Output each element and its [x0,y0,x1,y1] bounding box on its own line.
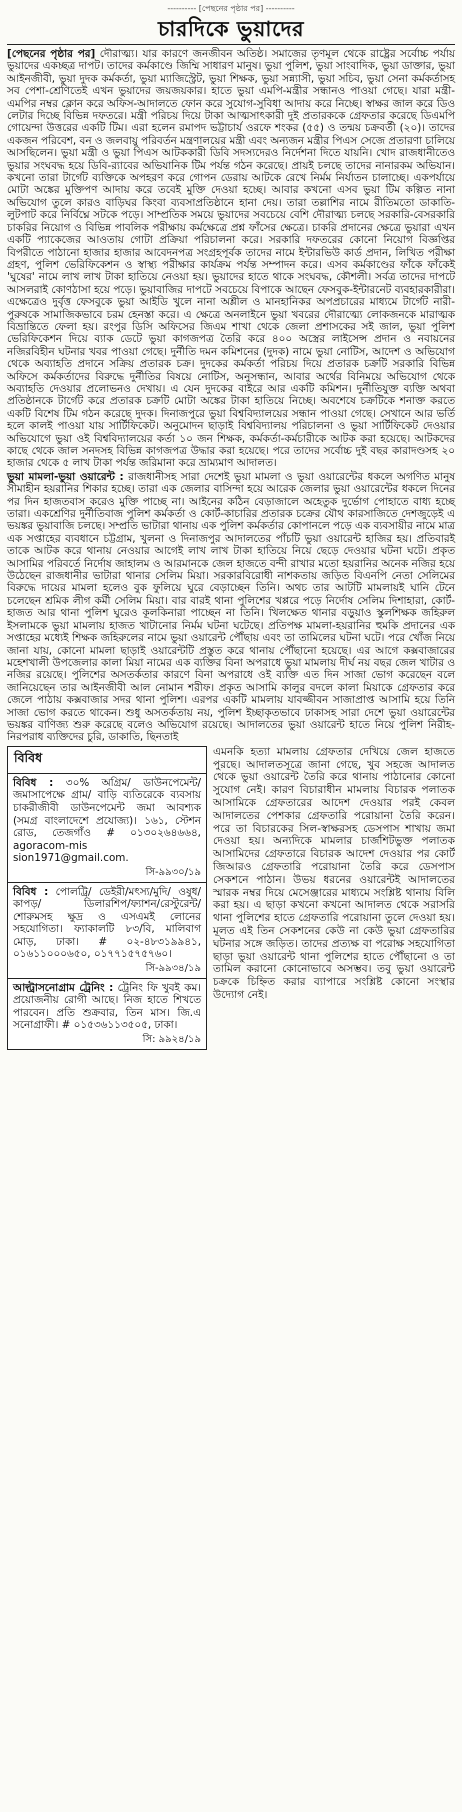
page-top-caption: ---------- [পেছনের পৃষ্ঠার পর] ---------- [167,4,295,13]
article-headline: চারদিকে ভুয়াদের [7,14,455,45]
ad-text: ট্রেনিং ফি খুবই কম। প্রয়োজনীয় রোগী আছে। নিজ হাতে শিখতে পারবেন। প্রতি শুক্রবার, তিন মাস। জি.এ সনোগ্রাফী। # ০১৫৩৬১১৩৫০৫, ঢাকা। [13,981,201,1032]
subheading-fake-warrant: ভুয়া মামলা-ভুয়া ওয়ারেন্ট : [7,470,124,483]
ad-title: বিবিধ : [13,776,54,789]
classified-ad [7,979,207,1050]
ad-reference: সি-৯৯৩০/১৯ [145,866,201,878]
article-paragraph [7,48,455,470]
classifieds-box [7,746,207,1050]
article-continuation: এমনকি হত্যা মামলায় গ্রেফতার দেখিয়ে জেল হাজতে পুরছে। আদালতসূত্রে জানা গেছে, খুব সহজে আদালত থেকে ভুয়া ওয়ারেন্ট তৈরি করে থানায় পাঠানোর কোনো সুযোগ নেই। কারণ বিচারাধীন মামলায় বিচারক পলাতক আসামিকে গ্রেফতারের আদেশ দেওয়ার পরই কেবল আদালতের পেশকার গ্রেফতারি পরোয়ানা তৈরি করেন। পরে তা বিচারকের সিল-স্বাক্ষরসহ ডেসপাস শাখায় জমা দেওয়া হয়। অন্যদিকে মামলার চার্জশিটভুক্ত পলাতক আসামিদের গ্রেফতারে বিচারক আদেশ দেওয়ার পর কোর্ট জিআরও গ্রেফতারি পরোয়ানা তৈরি করে ডেসপাস সেকশনে পাঠান। উভয় ধরনের ওয়ারেন্টই আদালতের স্মারক নম্বর দিয়ে মেসেঞ্জারের মাধ্যমে সংশ্লিষ্ট থানায় বিলি করা হয়। এ ছাড়া কখনো কখনো আদালত থেকে সরাসরি থানা পুলিশের হাতে গ্রেফতারি পরোয়ানা তুলে দেওয়া হয়। মূলত এই তিন সেকশনের কেউ না কেউ ভুয়া গ্রেফতারির ঘটনার সঙ্গে জড়িত। তাদের প্রত্যক্ষ বা পরোক্ষ সহযোগিতা ছাড়া ভুয়া ওয়ারেন্ট থানা পুলিশের হাতে পৌঁছানো ও তা তামিল করানো কোনোভাবে অসম্ভব। তবু ভুয়া ওয়ারেন্ট চক্রকে চিহ্নিত করার ব্যাপারে সংশ্লিষ্ট কোনো সংস্থার উদ্যোগ নেই। [213,745,455,1001]
ad-text: ৩০% অগ্রিম/ ডাউনপেমেন্ট/জমাসাপেক্ষে গ্রাম/ বাড়ি ব্যতিরেকে ব্যবসায় চাকরীজীবী ডাউনপেমেন্ট জমা আবশ্যক (সমগ্র বাংলাদেশে প্রযোজ্য)। ১৬১, স্টেশন রোড, তেজগাঁও # ০১৩০২৬৪৬৬৪, agoracom-mis sion1971@gmail.com. [13,776,202,865]
classified-ad [7,883,207,979]
ad-title: বিবিধ : [13,885,49,898]
article-paragraph [7,471,455,744]
paragraph-lead: [পেছনের পৃষ্ঠার পর] [7,48,96,60]
classified-ad [7,773,207,883]
ad-reference: সি-৯৯৩৪/১৯ [145,963,201,975]
classifieds-heading: বিবিধ [7,746,207,773]
ad-text: পোলট্রি/ ডেইরী/মৎস্য/মুদি/ ওষুধ/ কাপড়/ ডিলারশিপ/ফ্যাশন/রেস্টুরেন্ট/ শোরুমসহ ক্ষুদ্র ও এসএমই লোনের সহযোগিতা। ফ্যাকালটি ৮৩/বি, মালিবাগ মোড়, ঢাকা। # ০২-৪৮৩১৯৯৪১, ০১৬১১০০০৬৫০, ০১৭৭১৫৭৫৭৬০। [13,885,201,961]
lower-section [7,746,455,1050]
ad-reference: সি: ৯৯২৪/১৯ [142,1034,201,1046]
article-body [7,48,455,744]
paragraph-text: দৌরাত্ম্য। যার কারণে জনজীবন অতিষ্ঠ। সমাজের তৃণমূল থেকে রাষ্ট্রের সর্বোচ্চ পর্যায় ভুয়াদের একচ্ছত্র দাপট। তাদের কর্মকাণ্ডে জিম্মি সাধারণ মানুষ। ভুয়া পুলিশ, ভুয়া সাংবাদিক, ভুয়া ডাক্তার, ভুয়া আইনজীবী, ভুয়া দুদক কর্মকর্তা, ভুয়া ম্যাজিস্ট্রেট, ভুয়া শিক্ষক, ভুয়া সন্ন্যাসী, ভুয়া সচিব, ভুয়া সেনা কর্মকর্তাসহ সব পেশা-শ্রেণিতেই এখন ভুয়াদের জয়জয়কার। হাতে ভুয়া এমপি-মন্ত্রীর সন্ধানও পাওয়া গেছে। যারা মন্ত্রী-এমপির নম্বর ক্লোন করে অফিস-আদালতে ফোন করে সুযোগ-সুবিধা আদায় করে নিচ্ছে। স্বাক্ষর জাল করে ডিও লেটার দিচ্ছে বিভিন্ন দফতরে। মন্ত্রী পরিচয় দিয়ে টাকা আত্মসাৎকারী দুই প্রতারককে গ্রেফতার করেছে ডিএমপি গোয়েন্দা উত্তরের একটি টিম। এরা হলেন রমাপদ ভট্টাচার্য ওরফে শংকর (৫৫) ও তন্ময় চক্রবর্তী (২০)। তাদের একজন পরিবেশ, বন ও জলবায়ু পরিবর্তন মন্ত্রণালয়ের মন্ত্রী এবং অন্যজন মন্ত্রীর পিএস সেজে প্রতারণা চালিয়ে আসছিলেন। ভুয়া মন্ত্রী ও ভুয়া পিএস আটককারী ডিবি সদস্যদেরও নির্দেশনা দিতে যায়নি। খোদ রাজধানীতেও ভুয়ার সংঘবদ্ধ হয়ে ডিবি-র‍্যাবের অভিযানিক টিম পর্যন্ত গঠন করেছে। প্রায়ই চলছে তাদের নানারকম অভিযান। কখনো তারা টার্গেট ব্যক্তিকে অপহরণ করে গোপন ডেরায় আটকে রেখে নির্মম নির্যাতন চালাচ্ছে। একপর্যায়ে মোটা অঙ্কের মুক্তিপণ আদায় করে তবেই মুক্তি দেওয়া হচ্ছে। আবার কখনো এসব ভুয়া টিম কল্পিত নানা অভিযোগ তুলে কারও বাড়িঘর কিংবা ব্যবসাপ্রতিষ্ঠানে হানা দেয়। তারা তল্লাশির নামে রীতিমতো ডাকাতি-লুটপাট করে নির্বিঘ্নে সটকে পড়ে। সাম্প্রতিক সময়ে ভুয়াদের সবচেয়ে বেশি দৌরাত্ম্য চলছে সরকারি-বেসরকারি চাকরির নিয়োগ ও বিভিন্ন পাবলিক পরীক্ষায় কর্মক্ষেত্রে প্রশ্ন ফাঁসের ক্ষেত্রে। চাকরি প্রদানের ক্ষেত্রে ভুয়ারা এখন একটি প্যাকেজের আওতায় গোটা প্রক্রিয়া পরিচালনা করে। সরকারি দফতরের কোনো নিয়োগ বিজ্ঞপ্তির বিপরীতে পাঠানো হাজার হাজার আবেদনপত্র সংগ্রহপূর্বক তাদের নামে ইন্টারভিউ কার্ড প্রদান, লিখিত পরীক্ষা গ্রহণ, পুলিশ ভেরিফিকেশন ও স্বাস্থ্য পরীক্ষার কার্যক্রম পর্যন্ত সম্পাদন করে। এসব কর্মকাণ্ডের ফাঁকে ফাঁকেই 'ঘুষের' নামে লাখ লাখ টাকা হাতিয়ে নেওয়া হয়। ভুয়াদের হাতে থাকে সংঘবদ্ধ, কৌশলী। সর্বত্র তাদের দাপটে আসলরাই কোণঠাসা হয়ে পড়ে। ভুয়াবাজির দাপটে সবচেয়ে বিপাকে আছেন ফেসবুক-ইন্টারনেট ব্যবহারকারীরা। এক্ষেত্রেও দুর্বৃত্ত ফেসবুকে ভুয়া আইডি খুলে নানা অশ্লীল ও মানহানিকর অপপ্রচারের মাধ্যমে টার্গেট নারী-পুরুষকে সামাজিকভাবে চরম হেনস্তা করে। এ ক্ষেত্রে অনলাইনে ভুয়া খবরের দৌরাত্ম্যে লোকজনকে মারাত্মক বিভ্রান্তিতে ফেলা হয়। রংপুর ডিসি অফিসের জিএম শাখা থেকে জেলা প্রশাসকের সই জাল, ভুয়া পুলিশ ভেরিফিকেশন দিয়ে ব্যাক ডেটে ভুয়া কাগজপত্র তৈরি করে ৪০০ অস্ত্রের লাইসেন্স প্রদান ও নবায়নের নজিরবিহীন ঘটনার খবর পাওয়া গেছে। দুর্নীতি দমন কমিশনের (দুদক) নামে ভুয়া নোটিস, আদেশ ও অভিযোগ থেকে অব্যাহতি প্রদানে সক্রিয় প্রতারক চক্র। দুদকের কর্মকর্তা পরিচয় দিয়ে প্রতারক চক্রটি সরকারি বিভিন্ন অফিসে কর্মকর্তাদের বিরুদ্ধে দুর্নীতির বিষয়ে নোটিস, অনুসন্ধান, আবার অর্থের বিনিময়ে অভিযোগ থেকে অব্যাহতি দেওয়ার প্রলোভনও দেখায়। এ যেন দুদকের বাইরে আর একটি কমিশন। দুর্নীতিযুক্ত ব্যক্তি অথবা প্রতিষ্ঠানকে টার্গেট করে প্রতারক চক্রটি মোটা অঙ্কের টাকা হাতিয়ে নিচ্ছে। অবশেষে চক্রটিকে শনাক্ত করতে একটি বিশেষ টিম গঠন করেছে দুদক। দিনাজপুরে ভুয়া বিশ্ববিদ্যালয়ের সন্ধান পাওয়া গেছে। সেখানে আর ভর্তি হলে কালই পাওয়া যায় সার্টিফিকেট। অনুমোদন ছাড়াই বিশ্ববিদ্যালয় পরিচালনা ও ভুয়া সার্টিফিকেট দেওয়ার অভিযোগে ভুয়া ওই বিশ্ববিদ্যালয়ের কর্তা ১০ জন শিক্ষক, কর্মকর্তা-কর্মচারীকে আটক করা হয়েছে। আটকদের কাছে থেকে জাল সনদসহ বিভিন্ন কাগজপত্র উদ্ধার করা হয়েছে। পরে তাদের সর্বোচ্চ দুই বছর কারাদণ্ডসহ ২০ হাজার থেকে ৫ লাখ টাকা পর্যন্ত জরিমানা করে ভ্রাম্যমাণ আদালত। [7,48,455,470]
ad-title: আল্ট্রাসনোগ্রাম ট্রেনিং : [13,981,114,994]
paragraph-text: রাজধানীসহ সারা দেশেই ভুয়া মামলা ও ভুয়া ওয়ারেন্টের ধকলে অগণিত মানুষ সীমাহীন হয়রানির শিকার হচ্ছে। তারা এক জেলার বাসিন্দা হয়ে আরেক জেলার ভুয়া ওয়ারেন্টের ধকলে দিনের পর দিন হাজতবাস করেও মুক্তি পাচ্ছে না। আইনের কঠিন বেড়াজালে অহেতুক দুর্ভোগ পোহাতে বাধ্য হচ্ছে তারা। একশ্রেণির দুর্নীতিবাজ পুলিশ কর্মকর্তা ও কোর্ট-কাচারির প্রতারক চক্রের যৌথ কারসাজিতে দেশজুড়েই এ ভয়ঙ্কর ভুয়াবাজি চলছে। সম্প্রতি ভাটারা থানায় এক পুলিশ কর্মকর্তার কোপানলে পড়ে এক ব্যবসায়ীর নামে মাত্র এক সপ্তাহের ব্যবধানে চট্টগ্রাম, খুলনা ও দিনাজপুর আদালতের পাঁচটি ভুয়া ওয়ারেন্ট হাজির হয়। প্রতিবারই তাকে আটক করে থানায় নেওয়ার আগেই লাখ লাখ টাকা হাতিয়ে নিয়ে ছেড়ে দেওয়ার ঘটনা ঘটে। প্রকৃত আসামির পরিবর্তে নির্দোষ জাহালম ও আরমানকে জেল হাজতে বন্দী রাখার মতো হয়রানির অনেক নজির হয়ে উঠেছেন রাজধানীর ভাটারা থানার সেলিম মিয়া। সরকারবিরোধী নাশকতায় জড়িত বিএনপি নেতা সেলিমের বিরুদ্ধে দায়ের মামলা হলেও বুক ফুলিয়ে ঘুরে বেড়াচ্ছেন তিনি। অথচ তার আটটি মামলায়ই ঘানি টেনে চলেছেন শ্রমিক লীগ কর্মী সেলিম মিয়া। বার বারই থানা পুলিশের খপ্পরে পড়ে নির্দোষ সেলিম দিশাহারা, কোর্ট-হাজত আর থানা পুলিশ ঘুরেও কূলকিনারা পাচ্ছেন না তিনি। খিলক্ষেত থানার বড়ুয়াও স্কুলশিক্ষক জহিরুল ইসলামকে ভুয়া মামলায় হাজত খাটানোর নির্মম ঘটনা ঘটেছে। প্রতিপক্ষ মামলা-হয়রানির হুমকি প্রদানের এক সপ্তাহের মধ্যেই শিক্ষক জহিরুলের নামে ভুয়া ওয়ারেন্ট পৌঁছায় এবং তা তামিলের ঘটনা ঘটে। পরে খোঁজ নিয়ে জানা যায়, কোনো মামলা ছাড়াই ওয়ারেন্টটি প্রস্তুত করে থানায় পৌঁছানো হয়েছে। এর আগে কক্সবাজারের মহেশখালী উপজেলার কালা মিয়া নামের এক ব্যক্তির বিনা অপরাধে ভুয়া মামলায় দীর্ঘ নয় বছর জেল খাটার ও নজির রয়েছে। পুলিশের অসতর্কতার কারণে বিনা অপরাধে ওই ব্যক্তি এত দিন সাজা ভোগ করেছেন বলে জানিয়েছেন তার আইনজীবী আল নোমান শরীফ। প্রকৃত আসামি কালুর বদলে কালা মিয়াকে গ্রেফতার করে জেলে পাঠায় কক্সবাজার সদর থানা পুলিশ। এরপর একটি মামলায় যাবজ্জীবন সাজাপ্রাপ্ত আসামি হয়ে তিনি সাজা ভোগ করতে থাকেন। শুধু অসতর্কতায় নয়, পুলিশ ইচ্ছাকৃতভাবে ঢাকাসহ সারা দেশে ভুয়া ওয়ারেন্টের ভয়ঙ্কর বাণিজ্য শুরু করেছে বলেও অভিযোগ রয়েছে। আদালতের ভুয়া ওয়ারেন্ট হাতে নিয়ে পুলিশ নিরীহ-নিরপরাধ ব্যক্তিদের চুরি, ডাকাতি, ছিনতাই [7,470,455,744]
